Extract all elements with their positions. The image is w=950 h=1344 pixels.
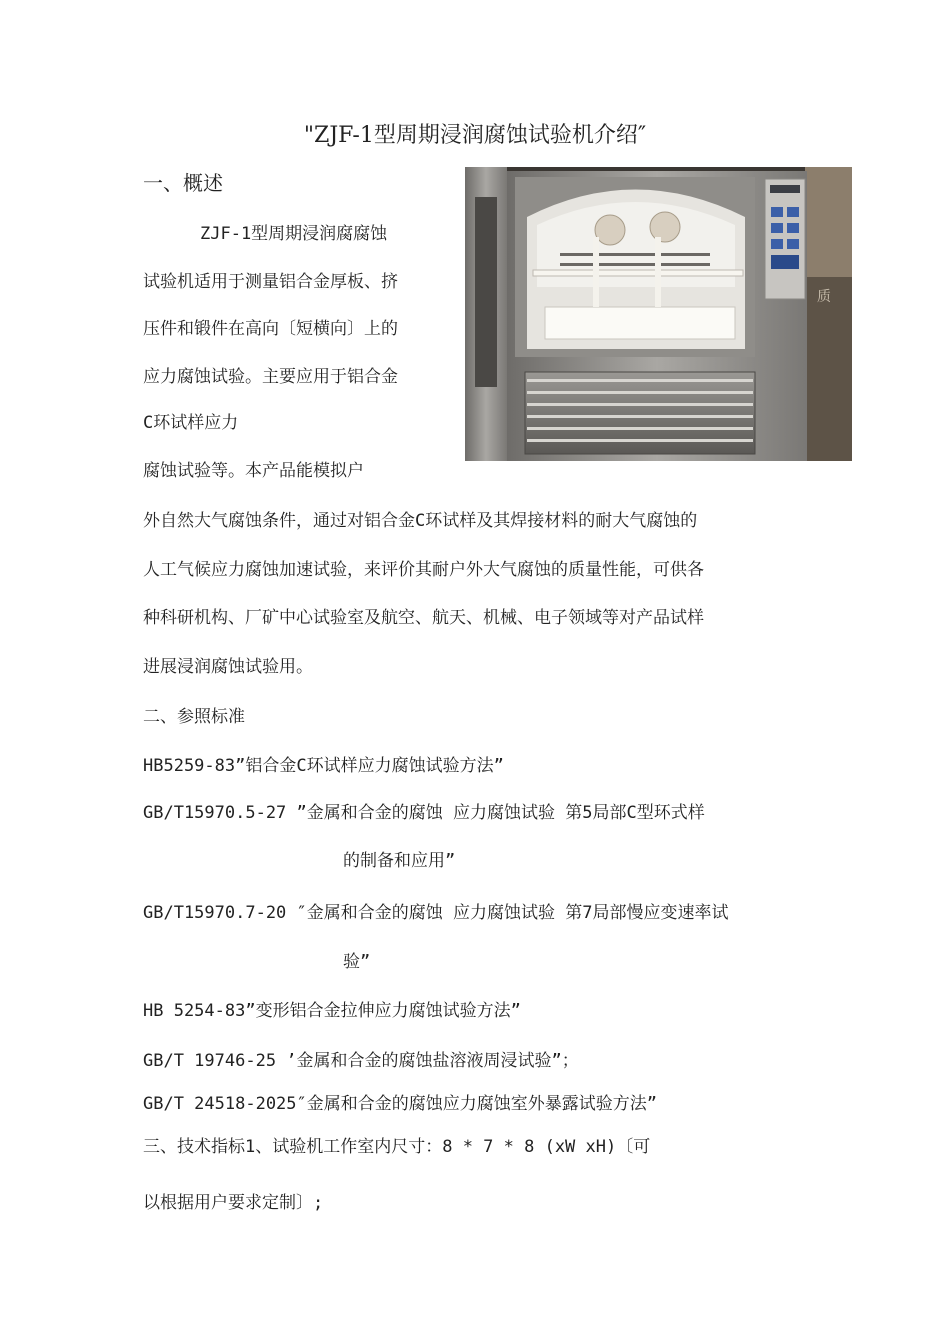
document-title: "ZJF-1型周期浸润腐蚀试验机介绍″ <box>303 123 647 148</box>
standard-item: GB/T15970.7-20 ″金属和合金的腐蚀 应力腐蚀试验 第7局部慢应变速率试 <box>143 903 729 923</box>
standard-item-continuation: 的制备和应用” <box>343 851 456 871</box>
overview-line-10: 进展浸润腐蚀试验用。 <box>143 657 313 677</box>
standard-item-continuation: 验” <box>343 952 371 972</box>
standard-item: HB 5254-83”变形铝合金拉伸应力腐蚀试验方法” <box>143 1001 521 1021</box>
standard-item: GB/T 24518-2025″金属和合金的腐蚀应力腐蚀室外暴露试验方法” <box>143 1094 657 1114</box>
overview-line-4: 应力腐蚀试验。主要应用于铝合金 <box>143 367 398 387</box>
standard-item: GB/T 19746-25 ’金属和合金的腐蚀盐溶液周浸试验”； <box>143 1051 579 1071</box>
product-photo <box>465 167 852 461</box>
technical-spec-line-1: 三、技术指标1、试验机工作室内尺寸：8 * 7 * 8 (xW xH)〔可 <box>143 1137 651 1157</box>
standard-item: GB/T15970.5-27 ”金属和合金的腐蚀 应力腐蚀试验 第5局部C型环式样 <box>143 803 705 823</box>
overview-line-1: ZJF-1型周期浸润腐腐蚀 <box>200 224 388 244</box>
section-heading-overview: 一、概述 <box>143 171 223 195</box>
overview-line-2: 试验机适用于测量铝合金厚板、挤 <box>143 272 398 292</box>
overview-line-5: C环试样应力 <box>143 413 239 433</box>
section-heading-standards: 二、参照标准 <box>143 707 245 727</box>
overview-line-9: 种科研机构、厂矿中心试验室及航空、航天、机械、电子领域等对产品试样 <box>143 608 704 628</box>
wall-sign-text: 质 <box>817 289 831 305</box>
overview-line-3: 压件和锻件在高向〔短横向〕上的 <box>143 319 398 339</box>
overview-line-8: 人工气候应力腐蚀加速试验，来评价其耐户外大气腐蚀的质量性能，可供各 <box>143 560 704 580</box>
overview-line-7: 外自然大气腐蚀条件，通过对铝合金C环试样及其焊接材料的耐大气腐蚀的 <box>143 511 698 531</box>
overview-line-6: 腐蚀试验等。本产品能模拟户 <box>143 461 364 481</box>
technical-spec-line-2: 以根据用户要求定制〕; <box>143 1193 324 1213</box>
standard-item: HB5259-83”铝合金C环试样应力腐蚀试验方法” <box>143 756 504 776</box>
